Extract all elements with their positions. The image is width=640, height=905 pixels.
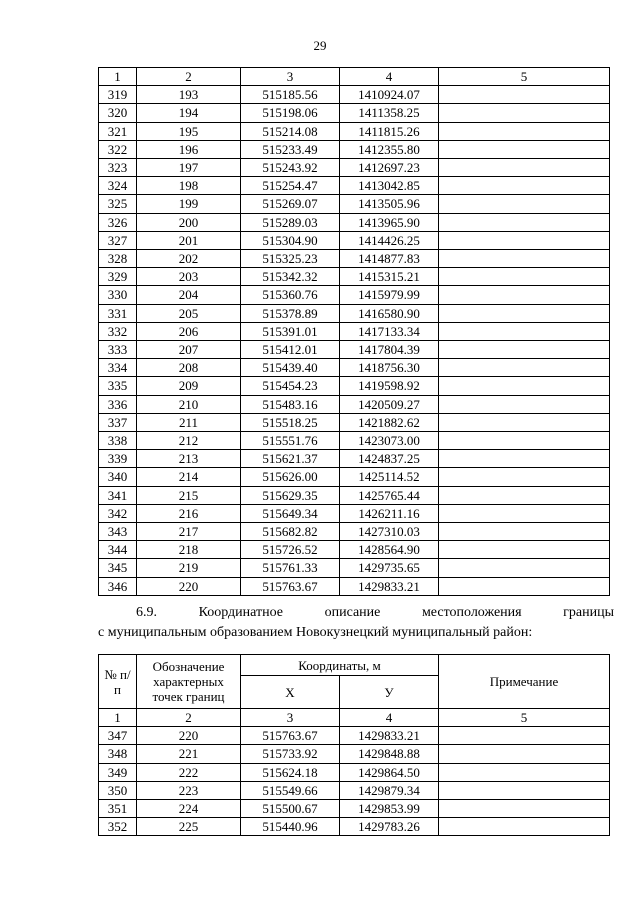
table-row (99, 195, 610, 213)
table-row (99, 745, 610, 763)
section-number: 6.9. (136, 605, 157, 620)
table-cell: 515629.35 (241, 486, 340, 504)
table-cell: 1421882.62 (340, 413, 439, 431)
table-cell: 217 (137, 523, 241, 541)
header-x: Х (241, 676, 340, 709)
table-row (99, 304, 610, 322)
table-row (99, 413, 610, 431)
table-cell (439, 577, 610, 595)
table-cell: 195 (137, 122, 241, 140)
table-cell: 319 (99, 86, 137, 104)
table-row (99, 377, 610, 395)
table-cell: 208 (137, 359, 241, 377)
table-row (99, 213, 610, 231)
table-cell (439, 763, 610, 781)
table-cell: 515254.47 (241, 177, 340, 195)
header-point: Обозначение характерных точек границ (137, 655, 241, 709)
table-cell: 515518.25 (241, 413, 340, 431)
table-row (99, 268, 610, 286)
table-cell: 331 (99, 304, 137, 322)
table-cell: 1428564.90 (340, 541, 439, 559)
table-cell: 335 (99, 377, 137, 395)
table-cell: 339 (99, 450, 137, 468)
table-cell: 327 (99, 231, 137, 249)
table-cell (439, 195, 610, 213)
table-cell: 515649.34 (241, 504, 340, 522)
table-row (99, 559, 610, 577)
table-row (99, 231, 610, 249)
table-row (99, 159, 610, 177)
table-cell: 1429833.21 (340, 727, 439, 745)
table-row (99, 122, 610, 140)
table-row (99, 486, 610, 504)
table-cell (439, 413, 610, 431)
table-row (99, 504, 610, 522)
table-row (99, 450, 610, 468)
table-cell: 206 (137, 322, 241, 340)
table-cell: 1420509.27 (340, 395, 439, 413)
table-cell: 515243.92 (241, 159, 340, 177)
table-cell: 332 (99, 322, 137, 340)
table-row (99, 468, 610, 486)
table-cell (439, 745, 610, 763)
table-cell (439, 104, 610, 122)
header-cell: 2 (137, 68, 241, 86)
table-cell (439, 800, 610, 818)
table-row (99, 395, 610, 413)
table-cell (439, 781, 610, 799)
table-cell: 210 (137, 395, 241, 413)
table-cell (439, 304, 610, 322)
table-cell: 326 (99, 213, 137, 231)
table-cell: 1426211.16 (340, 504, 439, 522)
table-cell: 209 (137, 377, 241, 395)
table-cell: 200 (137, 213, 241, 231)
table-cell: 325 (99, 195, 137, 213)
table-cell: 202 (137, 250, 241, 268)
table-cell: 1411815.26 (340, 122, 439, 140)
table-cell: 199 (137, 195, 241, 213)
header-num: № п/п (99, 655, 137, 709)
table-cell: 321 (99, 122, 137, 140)
header-y: У (340, 676, 439, 709)
table-cell: 1417804.39 (340, 341, 439, 359)
page-number: 29 (313, 38, 327, 53)
numbering-cell: 2 (137, 709, 241, 727)
table-cell: 224 (137, 800, 241, 818)
table-cell: 337 (99, 413, 137, 431)
table-row (99, 322, 610, 340)
header-cell: 1 (99, 68, 137, 86)
section-word: описание (324, 605, 381, 620)
table-cell: 515378.89 (241, 304, 340, 322)
table-row (99, 359, 610, 377)
table-cell: 515439.40 (241, 359, 340, 377)
table-cell: 221 (137, 745, 241, 763)
table-cell: 343 (99, 523, 137, 541)
table-cell: 198 (137, 177, 241, 195)
table-cell: 515682.82 (241, 523, 340, 541)
table-cell: 216 (137, 504, 241, 522)
table-cell: 1429864.50 (340, 763, 439, 781)
table-cell: 515624.18 (241, 763, 340, 781)
table-cell: 515342.32 (241, 268, 340, 286)
table-cell (439, 450, 610, 468)
table-cell: 223 (137, 781, 241, 799)
table-numbering-row (99, 709, 610, 727)
table-cell (439, 504, 610, 522)
table-cell: 1414877.83 (340, 250, 439, 268)
table-cell (439, 541, 610, 559)
table-cell (439, 818, 610, 836)
table-cell: 515412.01 (241, 341, 340, 359)
table-cell: 1413965.90 (340, 213, 439, 231)
table-cell: 1417133.34 (340, 322, 439, 340)
table-cell: 1427310.03 (340, 523, 439, 541)
table-cell: 352 (99, 818, 137, 836)
table-cell: 515325.23 (241, 250, 340, 268)
section-heading-line1 (98, 602, 614, 624)
table-cell: 1415979.99 (340, 286, 439, 304)
table-cell: 203 (137, 268, 241, 286)
numbering-cell: 1 (99, 709, 137, 727)
table-cell: 1418756.30 (340, 359, 439, 377)
table-cell: 1414426.25 (340, 231, 439, 249)
table-row (99, 541, 610, 559)
table-cell: 1415315.21 (340, 268, 439, 286)
table-cell (439, 395, 610, 413)
table-cell (439, 341, 610, 359)
table-cell: 1412697.23 (340, 159, 439, 177)
table-cell: 222 (137, 763, 241, 781)
header-coords: Координаты, м (241, 655, 439, 676)
table-cell: 340 (99, 468, 137, 486)
table-cell: 515440.96 (241, 818, 340, 836)
table-cell: 1429879.34 (340, 781, 439, 799)
table-cell (439, 250, 610, 268)
table-cell: 515551.76 (241, 432, 340, 450)
table-cell: 515763.67 (241, 727, 340, 745)
table-cell: 342 (99, 504, 137, 522)
table-cell (439, 213, 610, 231)
table-row (99, 104, 610, 122)
table-cell: 515214.08 (241, 122, 340, 140)
table-cell: 214 (137, 468, 241, 486)
header-cell: 4 (340, 68, 439, 86)
table-cell: 330 (99, 286, 137, 304)
table-row (99, 577, 610, 595)
table-cell: 220 (137, 727, 241, 745)
table-cell: 324 (99, 177, 137, 195)
table-cell: 320 (99, 104, 137, 122)
table-header-row (99, 655, 610, 676)
table-cell (439, 432, 610, 450)
table-cell: 219 (137, 559, 241, 577)
table-cell (439, 559, 610, 577)
table-cell: 515726.52 (241, 541, 340, 559)
table-cell: 348 (99, 745, 137, 763)
table-cell: 347 (99, 727, 137, 745)
table-cell: 515198.06 (241, 104, 340, 122)
table-cell: 211 (137, 413, 241, 431)
table-row (99, 250, 610, 268)
table-cell: 1429783.26 (340, 818, 439, 836)
table-cell: 322 (99, 140, 137, 158)
table-cell: 1412355.80 (340, 140, 439, 158)
table-cell (439, 231, 610, 249)
table-cell: 515289.03 (241, 213, 340, 231)
table-cell: 201 (137, 231, 241, 249)
table-row (99, 781, 610, 799)
table-row (99, 800, 610, 818)
table-cell: 515549.66 (241, 781, 340, 799)
header-cell: 3 (241, 68, 340, 86)
table-cell: 345 (99, 559, 137, 577)
table-cell: 213 (137, 450, 241, 468)
table-cell: 334 (99, 359, 137, 377)
table-cell (439, 177, 610, 195)
table-row (99, 818, 610, 836)
table-cell: 207 (137, 341, 241, 359)
table-cell (439, 268, 610, 286)
table-row (99, 286, 610, 304)
numbering-cell: 5 (439, 709, 610, 727)
table-cell: 336 (99, 395, 137, 413)
table-cell: 215 (137, 486, 241, 504)
table-cell: 338 (99, 432, 137, 450)
table-cell (439, 727, 610, 745)
table-cell: 220 (137, 577, 241, 595)
table-cell: 193 (137, 86, 241, 104)
table-row (99, 140, 610, 158)
table-cell: 515454.23 (241, 377, 340, 395)
table-cell (439, 359, 610, 377)
header-cell: 5 (439, 68, 610, 86)
table-cell: 515500.67 (241, 800, 340, 818)
table-row (99, 86, 610, 104)
table-row (99, 763, 610, 781)
table-cell (439, 523, 610, 541)
table-cell: 351 (99, 800, 137, 818)
table-cell: 196 (137, 140, 241, 158)
table-cell: 346 (99, 577, 137, 595)
table-row (99, 523, 610, 541)
table-cell: 515733.92 (241, 745, 340, 763)
table-cell: 205 (137, 304, 241, 322)
table-cell (439, 140, 610, 158)
table-cell: 333 (99, 341, 137, 359)
table-cell: 515763.67 (241, 577, 340, 595)
header-note: Примечание (439, 655, 610, 709)
table-cell: 515269.07 (241, 195, 340, 213)
table-cell: 350 (99, 781, 137, 799)
section-word: местоположения (421, 605, 522, 620)
table-cell (439, 122, 610, 140)
coordinates-table-2 (98, 654, 610, 836)
table-cell: 1424837.25 (340, 450, 439, 468)
table-cell: 194 (137, 104, 241, 122)
table-cell: 344 (99, 541, 137, 559)
table-cell: 1411358.25 (340, 104, 439, 122)
table-cell (439, 486, 610, 504)
table-cell (439, 468, 610, 486)
table-cell: 1413042.85 (340, 177, 439, 195)
coordinates-table-1 (98, 67, 610, 596)
table-row (99, 177, 610, 195)
table-cell: 1429853.99 (340, 800, 439, 818)
table-cell: 515621.37 (241, 450, 340, 468)
numbering-cell: 3 (241, 709, 340, 727)
table-cell: 515360.76 (241, 286, 340, 304)
table-cell: 1410924.07 (340, 86, 439, 104)
table-cell: 349 (99, 763, 137, 781)
table-cell (439, 286, 610, 304)
table-cell: 515391.01 (241, 322, 340, 340)
section-word: границы (563, 605, 614, 620)
table-cell: 212 (137, 432, 241, 450)
table-cell: 1429833.21 (340, 577, 439, 595)
table-cell (439, 322, 610, 340)
table-cell: 515761.33 (241, 559, 340, 577)
table-cell: 1425765.44 (340, 486, 439, 504)
table-cell: 329 (99, 268, 137, 286)
section-word: Координатное (198, 605, 283, 620)
table-cell: 515483.16 (241, 395, 340, 413)
table-cell: 515233.49 (241, 140, 340, 158)
table-cell: 1423073.00 (340, 432, 439, 450)
table-header-row (99, 68, 610, 86)
table-cell (439, 377, 610, 395)
table-cell: 341 (99, 486, 137, 504)
table-cell: 515626.00 (241, 468, 340, 486)
table-cell: 1425114.52 (340, 468, 439, 486)
table-cell: 1416580.90 (340, 304, 439, 322)
table-cell: 218 (137, 541, 241, 559)
section-heading-line2: с муниципальным образованием Новокузнецкий муниципальный район: (98, 625, 533, 640)
table-row (99, 341, 610, 359)
table-cell: 1429735.65 (340, 559, 439, 577)
table-cell: 204 (137, 286, 241, 304)
table-cell: 323 (99, 159, 137, 177)
table-cell (439, 159, 610, 177)
table-cell: 1419598.92 (340, 377, 439, 395)
numbering-cell: 4 (340, 709, 439, 727)
table-cell: 1413505.96 (340, 195, 439, 213)
table-cell: 225 (137, 818, 241, 836)
table-row (99, 727, 610, 745)
table-cell: 328 (99, 250, 137, 268)
table-cell: 515185.56 (241, 86, 340, 104)
table-cell: 197 (137, 159, 241, 177)
table-row (99, 432, 610, 450)
table-cell (439, 86, 610, 104)
table-cell: 1429848.88 (340, 745, 439, 763)
table-cell: 515304.90 (241, 231, 340, 249)
